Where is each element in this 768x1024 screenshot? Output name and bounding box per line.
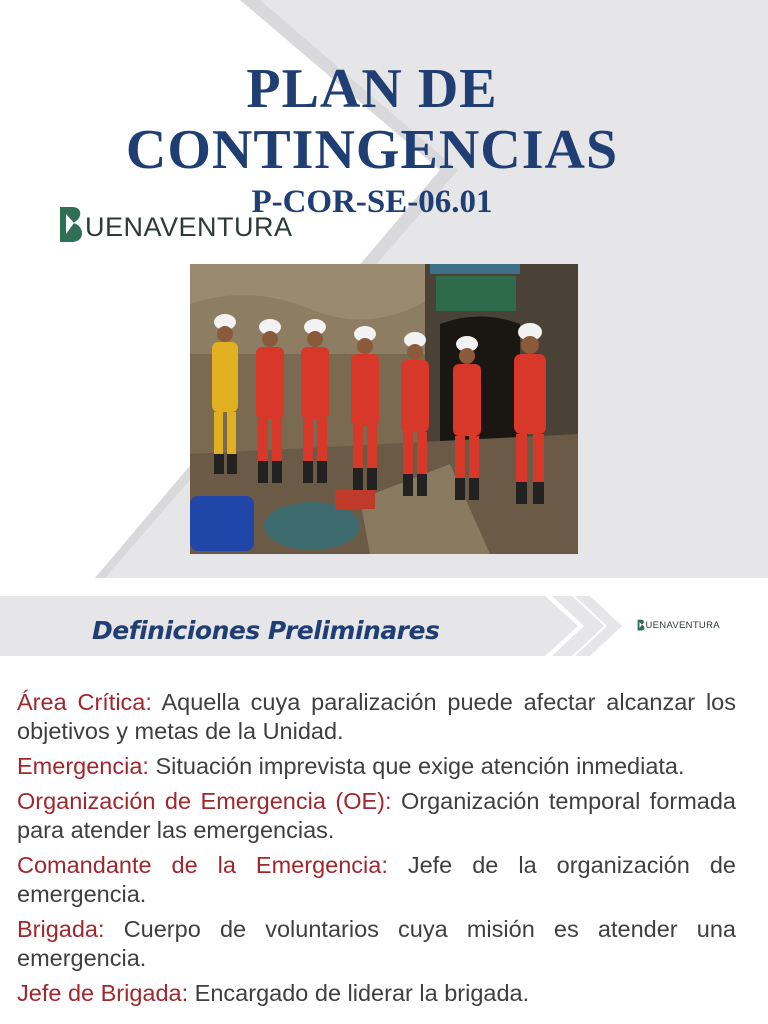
buenaventura-b-icon — [58, 205, 84, 243]
buenaventura-b-icon — [637, 619, 645, 631]
definition-item — [17, 688, 736, 746]
definition-term: Emergencia: — [17, 753, 149, 779]
definition-term: Brigada: — [17, 916, 105, 942]
document-code: P-COR-SE-06.01 — [251, 184, 493, 220]
definition-text: Organización temporal formada para atender las emergencias. — [17, 788, 736, 843]
definition-item — [17, 979, 736, 1008]
logo-wordmark-small: UENAVENTURA — [645, 620, 720, 631]
definition-text: Cuerpo de voluntarios cuya misión es atender una emergencia. — [17, 916, 736, 971]
section-title: Definiciones Preliminares — [92, 616, 440, 645]
definition-term: Organización de Emergencia (OE): — [17, 788, 392, 814]
definitions-slide — [0, 578, 768, 1024]
definition-term: Área Crítica: — [17, 689, 152, 715]
definition-text: Situación imprevista que exige atención inmediata. — [148, 753, 685, 779]
buenaventura-logo — [58, 204, 293, 244]
brigade-photo — [190, 264, 578, 554]
definition-item — [17, 787, 736, 845]
definition-item — [17, 915, 736, 973]
title-line-2: CONTINGENCIAS — [125, 119, 619, 181]
definition-text: Jefe de la organización de emergencia. — [17, 852, 736, 907]
definition-text: Encargado de liderar la brigada. — [188, 980, 530, 1006]
definition-text: Aquella cuya paralización puede afectar alcanzar los objetivos y metas de la Unidad. — [17, 689, 736, 744]
definition-term: Jefe de Brigada: — [17, 980, 189, 1006]
title-line-1: PLAN DE — [246, 58, 498, 120]
definition-item — [17, 851, 736, 909]
definitions-list — [17, 688, 736, 1014]
logo-wordmark: UENAVENTURA — [85, 212, 293, 242]
definition-item — [17, 752, 736, 781]
definition-term: Comandante de la Emergencia: — [17, 852, 388, 878]
buenaventura-logo-small — [637, 619, 720, 631]
